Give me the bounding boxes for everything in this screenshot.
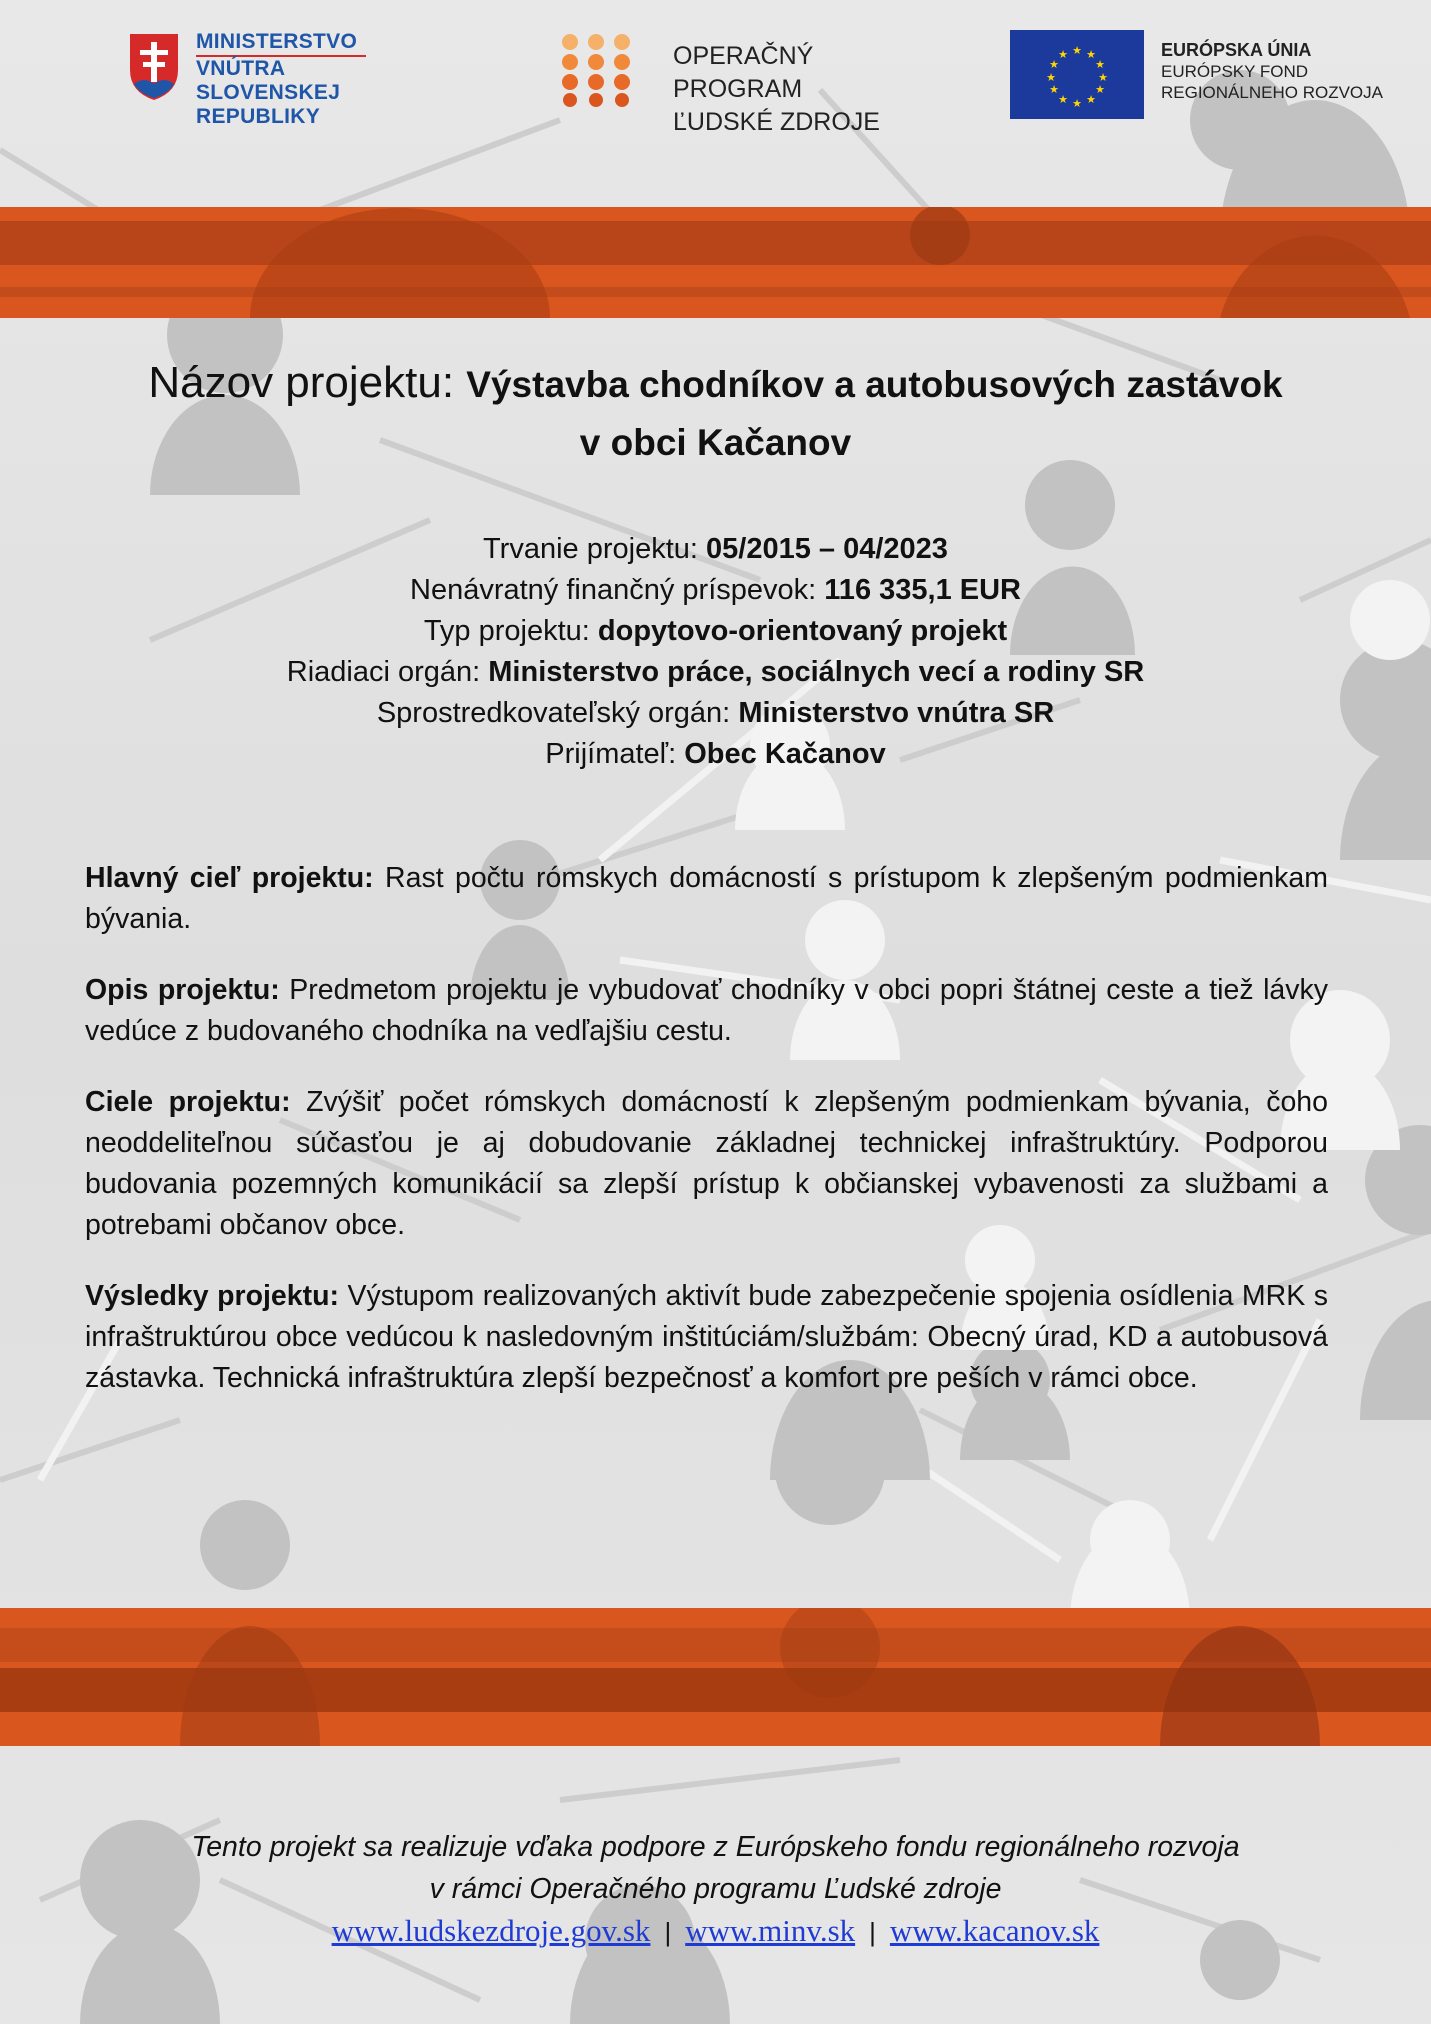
meta-label: Sprostredkovateľský orgán: [376,697,731,729]
section-text: Predmetom projektu je vybudovať chodníky v obci popri štátnej ceste a tiež lávky vedúce z budovaného chodníka na vedľajšiu cestu. [85,974,1328,1047]
meta-row-duration [70,529,1361,570]
eu-flag-icon [1010,30,1144,119]
meta-value: dopytovo-orientovaný projekt [597,615,1008,647]
section-results [85,1276,1328,1399]
link-minv[interactable]: www.minv.sk [685,1913,856,1948]
footer-links [70,1910,1361,1953]
section-label: Výsledky projektu: [85,1280,340,1312]
footer-line1: Tento projekt sa realizuje vďaka podpore z Európskeho fondu regionálneho rozvoja [191,1831,1240,1863]
svg-text:★: ★ [1072,97,1082,110]
eu-regional-fund-logo [1010,30,1410,120]
svg-text:★: ★ [1086,93,1096,106]
meta-label: Riadiaci orgán: [286,656,481,688]
svg-text:★: ★ [1095,58,1105,71]
section-label: Opis projektu: [85,974,280,1006]
link-ludskezdroje[interactable]: www.ludskezdroje.gov.sk [331,1913,651,1948]
svg-text:★: ★ [1058,48,1068,61]
svg-text:★: ★ [1046,71,1056,84]
svg-text:★: ★ [1049,83,1059,96]
meta-value: Obec Kačanov [684,738,886,770]
op-ludske-zdroje-logo [560,30,940,136]
project-title-label: Názov projektu: [148,358,455,407]
ministry-interior-logo [128,30,468,128]
oplz-logo-line2: ĽUDSKÉ ZDROJE [673,108,880,136]
footer-line2: v rámci Operačného programu Ľudské zdroje [429,1873,1002,1905]
meta-row-contribution [70,570,1361,611]
project-meta [70,529,1361,775]
footer [70,1826,1361,1953]
svg-text:★: ★ [1095,83,1105,96]
meta-row-managing-authority [70,652,1361,693]
minv-logo-line1: MINISTERSTVO [196,30,366,57]
slovak-coat-of-arms-icon [128,32,180,102]
meta-value: 116 335,1 EUR [824,574,1021,606]
meta-row-type [70,611,1361,652]
meta-value: Ministerstvo práce, sociálnych vecí a rodiny SR [488,656,1145,688]
svg-text:★: ★ [1058,93,1068,106]
meta-label: Prijímateľ: [545,738,677,770]
link-separator: | [869,1917,876,1947]
meta-label: Nenávratný finančný príspevok: [410,574,817,606]
svg-text:★: ★ [1049,58,1059,71]
section-text: Zvýšiť počet rómskych domácností k zlepšeným podmienkam bývania, čoho neoddeliteľnou súčasťou je aj dobudovanie základnej technickej infraštruktúry. Podporou budovania pozemných komunikácií sa zlepší prístup k občianskej vybavenosti za službami a potrebami občanov obce. [85,1086,1328,1241]
project-title-value-line1: Výstavba chodníkov a autobusových zastávok [466,364,1283,405]
svg-text:★: ★ [1072,44,1082,57]
link-kacanov[interactable]: www.kacanov.sk [889,1913,1100,1948]
meta-row-recipient [70,734,1361,775]
svg-text:★: ★ [1098,71,1108,84]
minv-logo-line2: VNÚTRA [196,57,286,80]
meta-value: 05/2015 – 04/2023 [706,533,948,565]
minv-logo-line3: SLOVENSKEJ REPUBLIKY [196,81,341,128]
project-title [70,355,1361,471]
section-text: Výstupom realizovaných aktivít bude zabezpečenie spojenia osídlenia MRK s infraštruktúrou obce vedúcou k nasledovným inštitúciám/službám: Obecný úrad, KD a autobusová zástavka. Technická infraštruktúra zlepší bezpečnosť a komfort pre peších v rámci obce. [85,1280,1329,1394]
link-separator: | [664,1917,672,1947]
section-main-goal [85,858,1328,940]
oplz-dots-icon [560,32,640,108]
section-description [85,970,1328,1052]
section-label: Ciele projektu: [85,1086,291,1118]
meta-label: Trvanie projektu: [483,533,698,565]
eu-logo-line1: EURÓPSKA ÚNIA [1161,40,1312,60]
meta-row-intermediate-body [70,693,1361,734]
eu-logo-line3: REGIONÁLNEHO ROZVOJA [1161,83,1383,102]
section-goals [85,1082,1328,1246]
svg-text:★: ★ [1086,48,1096,61]
eu-logo-line2: EURÓPSKY FOND [1161,62,1309,81]
project-description [85,858,1328,1429]
meta-value: Ministerstvo vnútra SR [738,697,1055,729]
oplz-logo-line1: OPERAČNÝ PROGRAM [673,42,814,103]
meta-label: Typ projektu: [423,615,590,647]
project-title-value-line2: v obci Kačanov [579,422,852,463]
section-text: Rast počtu rómskych domácností s prístupom k zlepšeným podmienkam bývania. [85,862,1328,935]
bottom-orange-band [0,1608,1431,1746]
section-label: Hlavný cieľ projektu: [85,862,374,894]
top-orange-band [0,207,1431,318]
